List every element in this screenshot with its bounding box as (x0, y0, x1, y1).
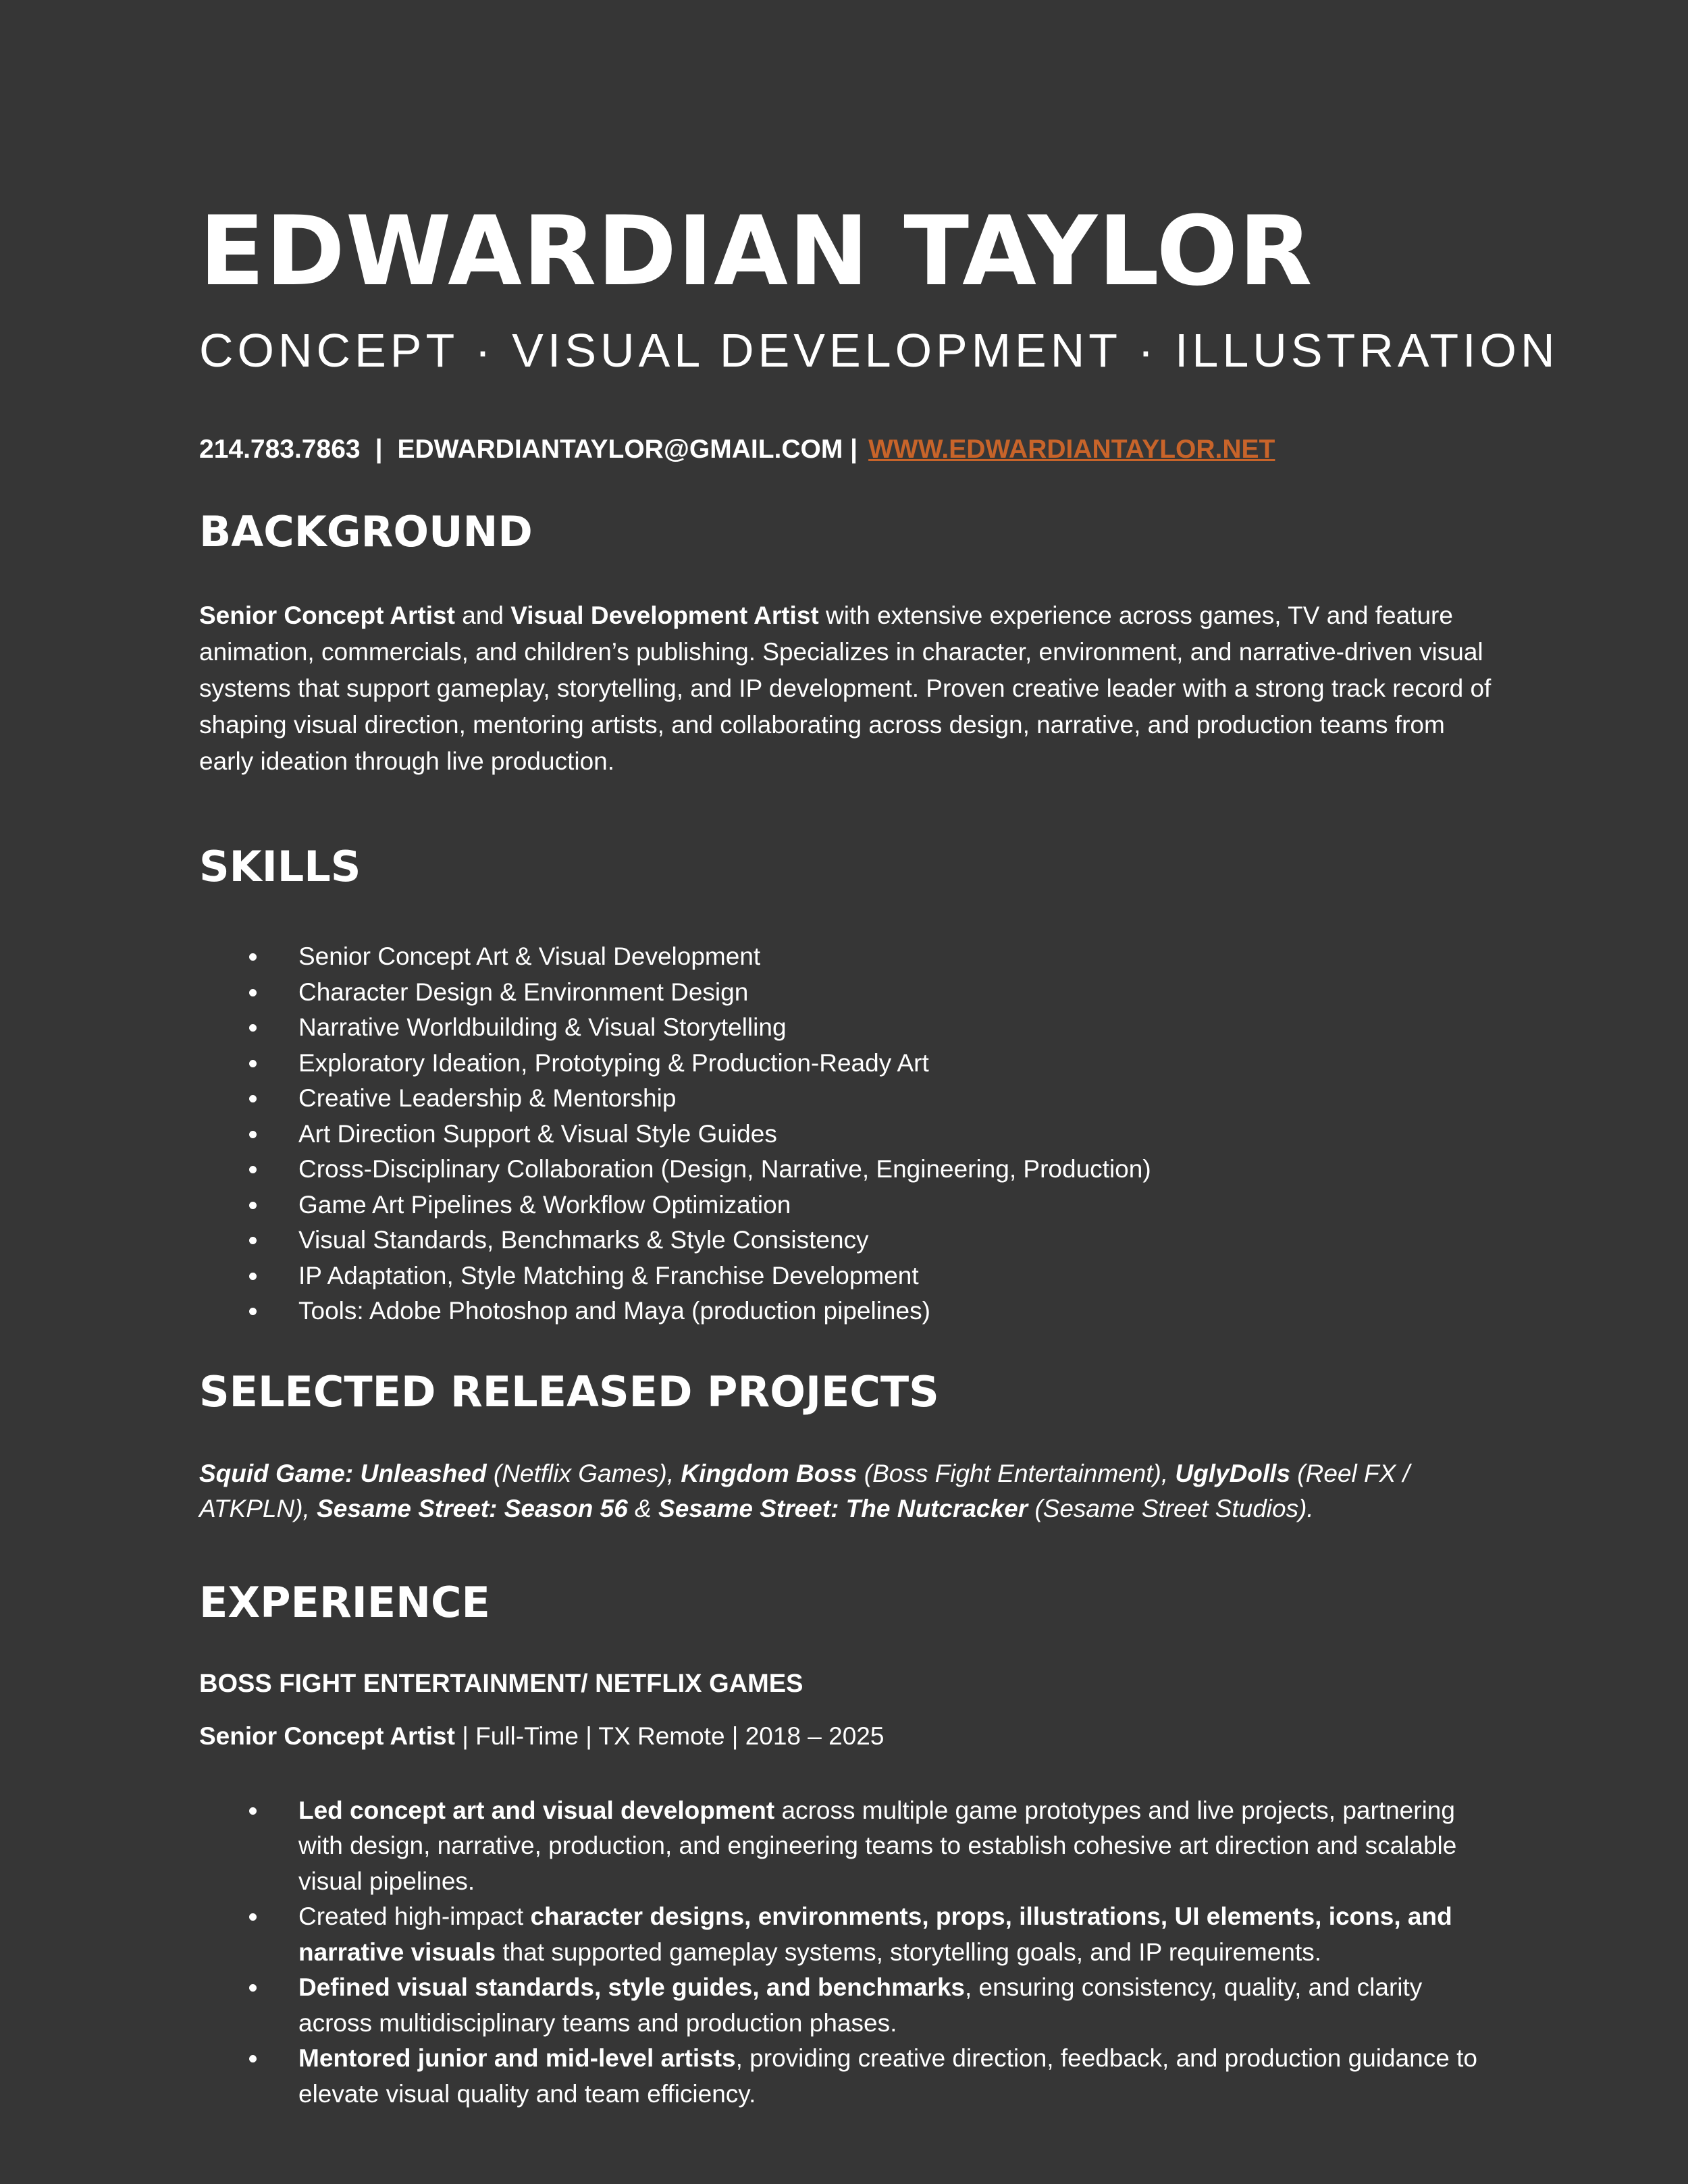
summary-text-2: with extensive experience across games, TV and feature animation, commercials, and children’s publishing. Specializes in character, environment, and narrative-driven visual systems that support gameplay, storytelling, and IP development. Proven creative leader with a strong track record of shaping visual direction, mentoring artists, and collaborating across design, narrative, and production teams from early ideation through live production. (199, 602, 1492, 775)
skill-item: Character Design & Environment Design (199, 975, 1496, 1011)
skill-item: Visual Standards, Benchmarks & Style Consistency (199, 1223, 1496, 1258)
skill-item: Creative Leadership & Mentorship (199, 1081, 1496, 1117)
skill-item: Exploratory Ideation, Prototyping & Production-Ready Art (199, 1046, 1496, 1082)
skill-item: Art Direction Support & Visual Style Guides (199, 1117, 1496, 1152)
skill-item: Senior Concept Art & Visual Development (199, 939, 1496, 975)
contact-separator: | (375, 435, 383, 464)
bullet-text-post: , ensuring consistency, quality, and clarity across multidisciplinary teams and production phases. (298, 1973, 1423, 2037)
project-studio: (Netflix Games), (486, 1459, 681, 1487)
candidate-name: EDWARDIAN TAYLOR (199, 196, 1313, 307)
company-name: BOSS FIGHT ENTERTAINMENT/ NETFLIX GAMES (199, 1669, 803, 1698)
project-connector: & (627, 1494, 659, 1522)
project-studio: (Boss Fight Entertainment), (857, 1459, 1176, 1487)
skills-list (199, 939, 1496, 1329)
experience-bullet (199, 1970, 1496, 2041)
project-title: Kingdom Boss (681, 1459, 858, 1487)
summary-bold-title-1: Senior Concept Artist (199, 602, 455, 629)
bullet-text-bold: Defined visual standards, style guides, and benchmarks (298, 1973, 965, 2001)
skill-item: Narrative Worldbuilding & Visual Storytelling (199, 1010, 1496, 1046)
skill-item: Cross-Disciplinary Collaboration (Design, Narrative, Engineering, Production) (199, 1152, 1496, 1188)
project-title: Sesame Street: Season 56 (317, 1494, 628, 1522)
experience-heading: EXPERIENCE (199, 1577, 490, 1627)
skill-item: IP Adaptation, Style Matching & Franchise Development (199, 1258, 1496, 1294)
projects-list (199, 1456, 1496, 1526)
role-details: | Full-Time | TX Remote | 2018 – 2025 (454, 1722, 885, 1750)
experience-bullet (199, 2041, 1496, 2112)
project-title: Squid Game: Unleashed (199, 1459, 487, 1487)
website-link[interactable]: WWW.EDWARDIANTAYLOR.NET (868, 435, 1275, 464)
bullet-text-bold: Mentored junior and mid-level artists (298, 2044, 736, 2072)
experience-bullet (199, 1793, 1496, 1900)
project-title: UglyDolls (1175, 1459, 1291, 1487)
role-title: Senior Concept Artist (199, 1722, 455, 1750)
project-studio: (Reel FX / ATKPLN), (199, 1459, 1410, 1522)
skills-heading: SKILLS (199, 842, 361, 891)
background-heading: BACKGROUND (199, 507, 533, 556)
candidate-tagline: CONCEPT · VISUAL DEVELOPMENT · ILLUSTRATION (199, 324, 1559, 377)
experience-bullets (199, 1793, 1496, 2112)
bullet-text-post: that supported gameplay systems, storytelling goals, and IP requirements. (496, 1938, 1322, 1966)
skill-item: Game Art Pipelines & Workflow Optimization (199, 1188, 1496, 1223)
background-summary (199, 597, 1496, 780)
phone-number[interactable]: 214.783.7863 (199, 435, 361, 464)
summary-bold-title-2: Visual Development Artist (510, 602, 819, 629)
skill-item: Tools: Adobe Photoshop and Maya (production pipelines) (199, 1294, 1496, 1329)
bullet-text-bold: Led concept art and visual development (298, 1796, 775, 1824)
bullet-text-pre: Created high-impact (298, 1902, 531, 1930)
summary-text-1: and (454, 602, 511, 629)
project-studio: (Sesame Street Studios). (1028, 1494, 1314, 1522)
project-title: Sesame Street: The Nutcracker (658, 1494, 1028, 1522)
resume-page (199, 189, 1559, 2112)
bullet-text-post: across multiple game prototypes and live projects, partnering with design, narrative, production, and engineering teams to establish cohesive art direction and scalable visual pipelines. (298, 1796, 1457, 1895)
bullet-text-bold: character designs, environments, props, illustrations, UI elements, icons, and narrative visuals (298, 1902, 1452, 1966)
role-line (199, 1724, 1496, 1749)
bullet-text-post: , providing creative direction, feedback, and production guidance to elevate visual quality and team efficiency. (298, 2044, 1477, 2108)
contact-line (199, 436, 1496, 462)
email-address[interactable]: EDWARDIANTAYLOR@GMAIL.COM | (397, 435, 858, 464)
experience-bullet (199, 1899, 1496, 1970)
projects-heading: SELECTED RELEASED PROJECTS (199, 1366, 939, 1416)
